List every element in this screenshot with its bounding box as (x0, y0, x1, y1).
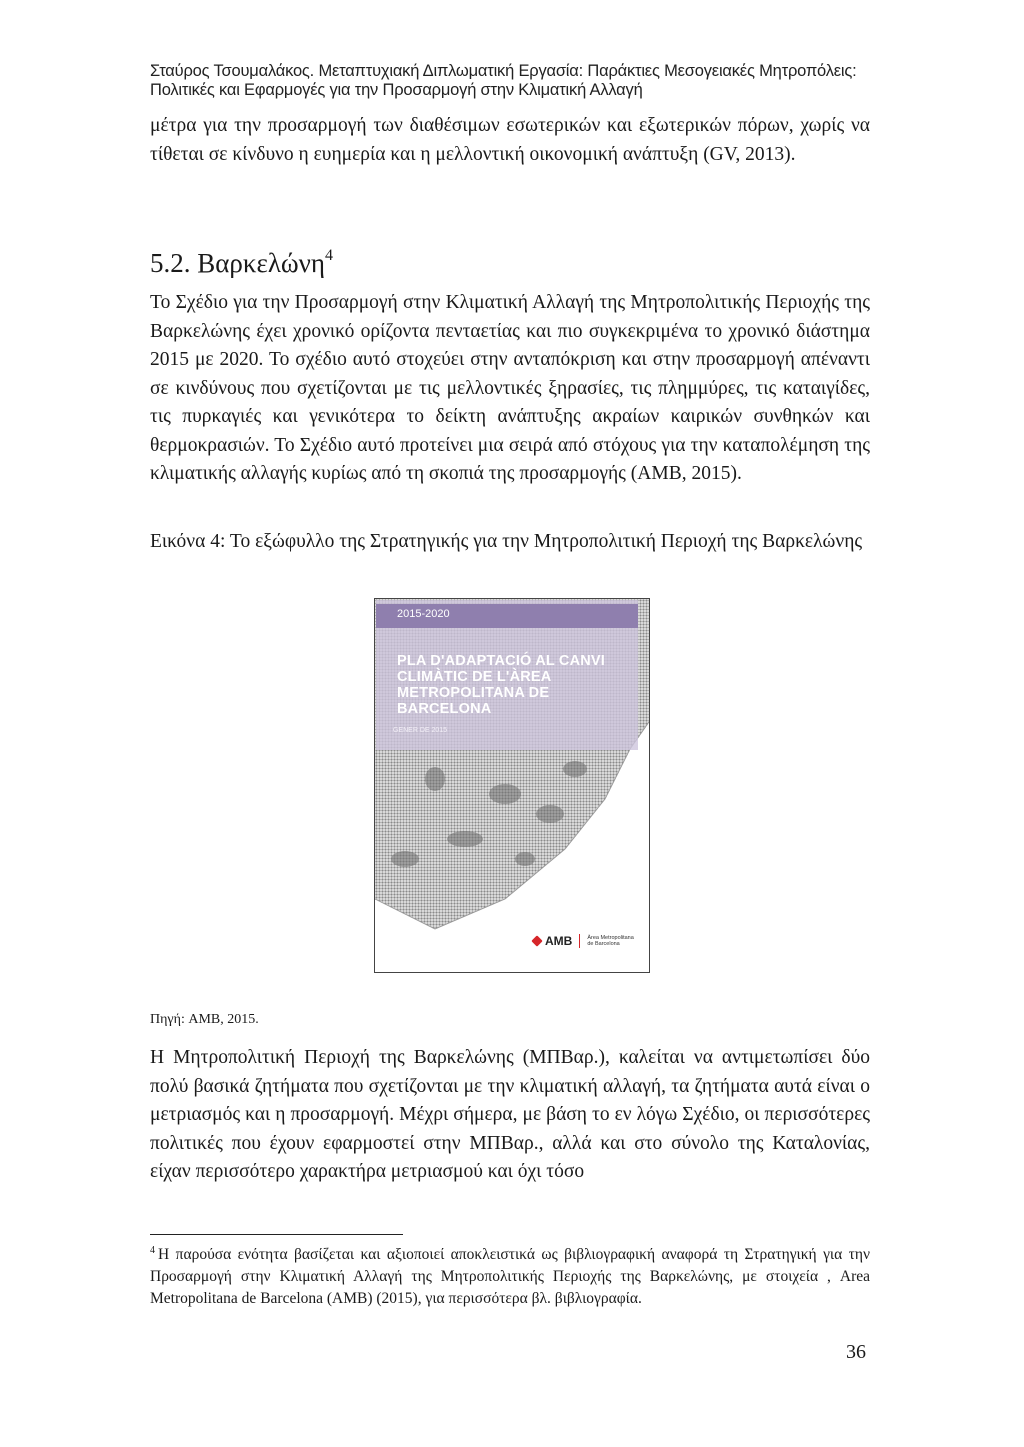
closing-paragraph: Η Μητροπολιτική Περιοχή της Βαρκελώνης (ΜΠΒαρ.), καλείται να αντιμετωπίσει δύο πολύ βασικά ζητήματα που σχετίζονται με την κλιματική αλλαγή, τα ζητήματα αυτά είναι ο μετριασμός και η προσαρμογή. Μέχρι σήμερα, με βάση το εν λόγω Σχέδιο, οι περισσότερες πολιτικές που έχουν εφαρμοστεί στην ΜΠΒαρ., αλλά και στο σύνολο της Καταλονίας, είχαν περισσότερο χαρακτήρα μετριασμού και όχι τόσο (150, 1047, 870, 1182)
footnote (150, 1240, 870, 1310)
header-line-2: Πολιτικές και Εφαρμογές για την Προσαρμογή στην Κλιματική Αλλαγή (150, 81, 643, 99)
footnote-reference[interactable]: 4 (325, 247, 334, 264)
header-line-1: Σταύρος Τσουμαλάκος. Μεταπτυχιακή Διπλωματική Εργασία: Παράκτιες Μεσογειακές Μητροπόλεις: (150, 62, 857, 80)
footnote-number: 4 (150, 1245, 155, 1256)
footnote-text: Η παρούσα ενότητα βασίζεται και αξιοποιεί αποκλειστικά ως βιβλιογραφική αναφορά τη Στρατηγική για την Προσαρμογή στην Κλιματική Αλλαγή της Μητροπολιτικής Περιοχής της Βαρκελώνης, με στοιχεία , Area Metropolitana de Barcelona (AMB) (2015), για περισσότερα βλ. βιβλιογραφία. (150, 1246, 870, 1307)
intro-paragraph: μέτρα για την προσαρμογή των διαθέσιμων εσωτερικών και εξωτερικών πόρων, χωρίς να τίθεται σε κίνδυνο η ευημερία και η μελλοντική οικονομική ανάπτυξη (GV, 2013). (150, 115, 870, 165)
section-title: 5.2. Βαρκελώνη (150, 248, 326, 278)
cover-subtitle: GENER DE 2015 (393, 727, 448, 734)
cover-years: 2015-2020 (397, 608, 450, 620)
figure-caption: Εικόνα 4: Το εξώφυλλο της Στρατηγικής για την Μητροπολιτική Περιοχή της Βαρκελώνης (150, 531, 863, 552)
amb-logo-icon (531, 935, 542, 946)
section-heading (150, 238, 333, 281)
cover-title: PLA D'ADAPTACIÓ AL CANVI CLIMÀTIC DE L'ÀREA METROPOLITANA DE BARCELONA (397, 653, 606, 717)
cover-image (374, 598, 650, 973)
logo-divider (579, 934, 580, 948)
amb-logo-name: Àrea Metropolitana de Barcelona (587, 935, 634, 947)
section-paragraph: Το Σχέδιο για την Προσαρμογή στην Κλιματική Αλλαγή της Μητροπολιτικής Περιοχής της Βαρκελώνης έχει χρονικό ορίζοντα πενταετίας και πιο συγκεκριμένα το χρονικό διάστημα 2015 με 2020. Το σχέδιο αυτό στοχεύει στην ανταπόκριση και στην προσαρμογή απέναντι σε κινδύνους που σχετίζονται με τις μελλοντικές ξηρασίες, τις πλημμύρες, τις καταιγίδες, τις πυρκαγιές και γενικότερα το δείκτη ανάπτυξης ακραίων καιρικών συνθηκών και θερμοκρασιών. Το Σχέδιο αυτό προτείνει μια σειρά από στόχους για την καταπολέμηση της κλιματικής αλλαγής κυρίως από τη σκοπιά της προσαρμογής (AMB, 2015). (150, 292, 870, 484)
page-number: 36 (846, 1341, 866, 1363)
amb-logo-text: AMB (545, 934, 573, 948)
footnote-divider (150, 1234, 403, 1235)
figure-source: Πηγή: AMB, 2015. (150, 1012, 259, 1027)
running-header (150, 62, 890, 100)
amb-logo (533, 934, 641, 948)
